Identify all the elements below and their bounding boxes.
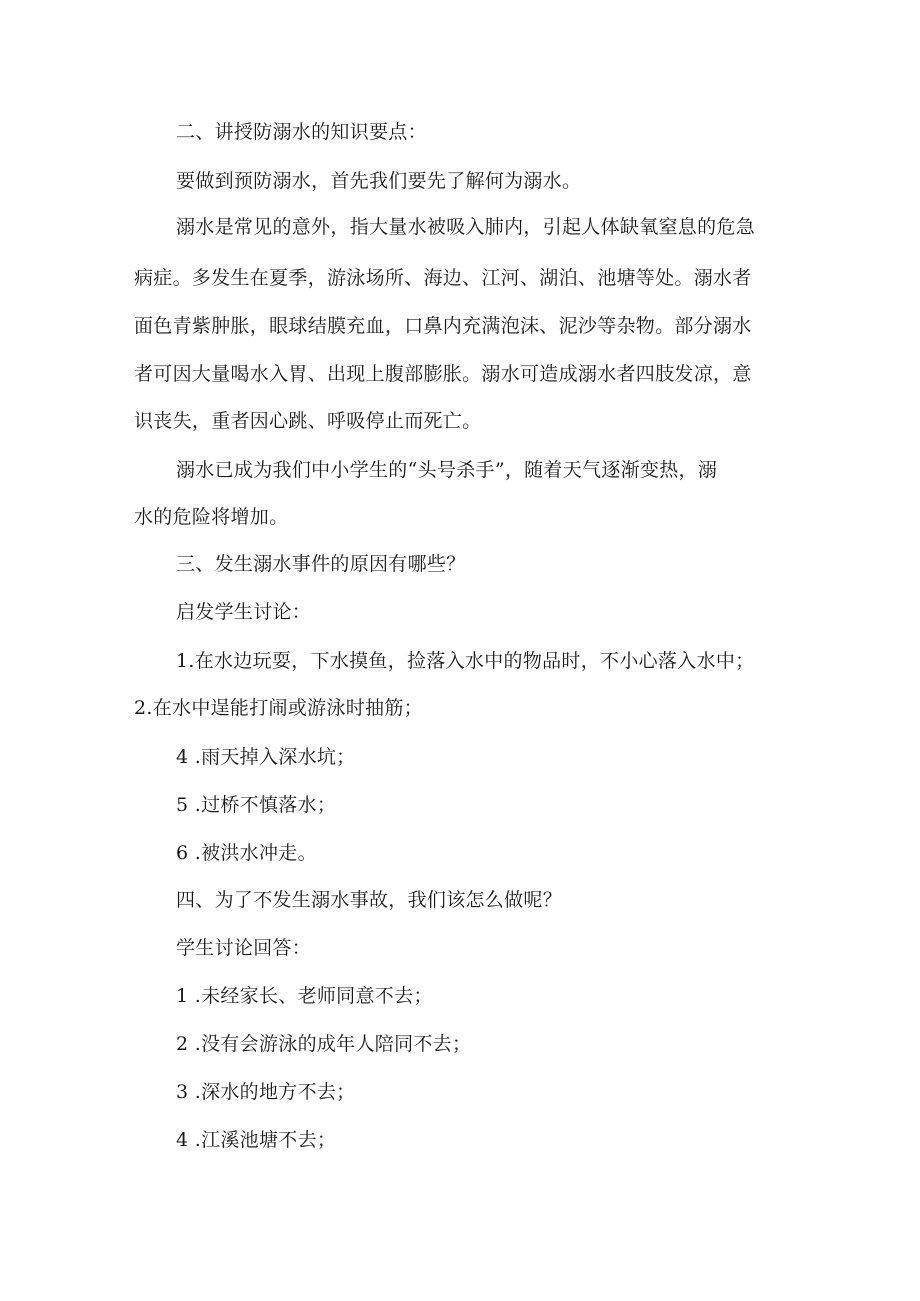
paragraph-line: 者可因大量喝水入胃、出现上腹部膨胀。溺水可造成溺水者四肢发凉，意 [134,363,752,385]
paragraph-line: 溺水已成为我们中小学生的“头号杀手”，随着天气逐渐变热，溺 [176,459,718,481]
paragraph-line: 启发学生讨论： [176,601,312,623]
section-heading-3: 三、发生溺水事件的原因有哪些？ [176,553,466,575]
list-item: 1 .未经家长、老师同意不去； [176,985,433,1007]
list-item: 2.在水中逞能打闹或游泳时抽筋； [134,697,423,719]
list-item: 1.在水边玩耍，下水摸鱼，捡落入水中的物品时，不小心落入水中； [176,650,755,672]
section-heading-4: 四、为了不发生溺水事故，我们该怎么做呢？ [176,889,563,911]
paragraph-line: 面色青紫肿胀，眼球结膜充血，口鼻内充满泡沫、泥沙等杂物。部分溺水 [134,315,752,337]
list-item: 4 .雨天掉入深水坑； [176,746,356,768]
list-item: 5 .过桥不慎落水； [176,794,337,816]
list-item: 2 .没有会游泳的成年人陪同不去； [176,1033,472,1055]
paragraph-line: 学生讨论回答： [176,937,312,959]
list-item: 4 .江溪池塘不去； [176,1129,337,1151]
paragraph-line: 病症。多发生在夏季，游泳场所、海边、江河、湖泊、池塘等处。溺水者 [134,267,752,289]
paragraph-line: 要做到预防溺水，首先我们要先了解何为溺水。 [176,170,582,192]
paragraph-line: 溺水是常见的意外，指大量水被吸入肺内，引起人体缺氧窒息的危急 [176,216,756,238]
paragraph-line: 识丧失，重者因心跳、呼吸停止而死亡。 [134,410,482,432]
paragraph-line: 水的危险将增加。 [134,506,289,528]
list-item: 6 .被洪水冲走。 [176,842,317,864]
list-item: 3 .深水的地方不去； [176,1081,356,1103]
section-heading-2: 二、讲授防溺水的知识要点： [176,121,427,143]
